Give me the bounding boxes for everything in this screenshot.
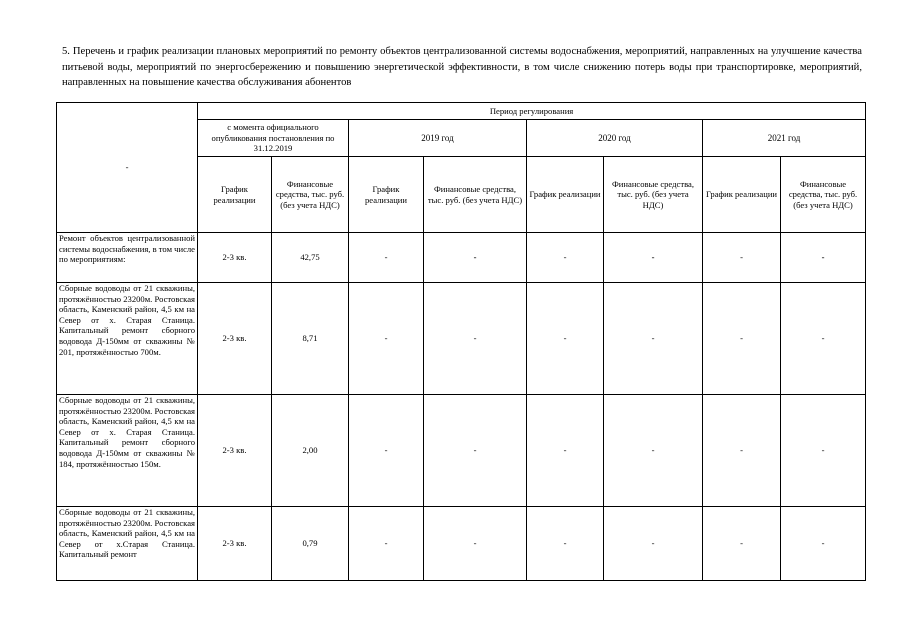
- row-2019-schedule: -: [349, 507, 424, 581]
- col-finance: Финансовые средства, тыс. руб. (без учета НДС): [424, 157, 527, 233]
- year-2021-header: 2021 год: [703, 120, 866, 157]
- table-row: [57, 395, 866, 507]
- row-schedule: 2-3 кв.: [198, 395, 272, 507]
- row-amount: 8,71: [272, 283, 349, 395]
- row-2021-finance: -: [781, 283, 866, 395]
- row-schedule: 2-3 кв.: [198, 283, 272, 395]
- row-2021-schedule: -: [703, 283, 781, 395]
- year-2020-header: 2020 год: [527, 120, 703, 157]
- row-name: Сборные водоводы от 21 скважины, протяжённостью 23200м. Ростовская область, Каменский район, 4,5 км на Север от х. Старая Станица. Капитальный ремонт сборного водовода Д-150мм от скважины № 184, протяжённостью 150м.: [57, 395, 198, 507]
- row-name: Сборные водоводы от 21 скважины, протяжённостью 23200м. Ростовская область, Каменский район, 4,5 км на Север от х. Старая Станица. Капитальный ремонт сборного водовода Д-150мм от скважины № 201, протяжённостью 700м.: [57, 283, 198, 395]
- row-2020-finance: -: [604, 283, 703, 395]
- row-2019-finance: -: [424, 507, 527, 581]
- row-2020-schedule: -: [527, 233, 604, 283]
- row-2019-schedule: -: [349, 283, 424, 395]
- row-2019-schedule: -: [349, 395, 424, 507]
- col-finance: Финансовые средства, тыс. руб. (без учета НДС): [272, 157, 349, 233]
- row-2021-finance: -: [781, 507, 866, 581]
- row-2019-finance: -: [424, 283, 527, 395]
- row-2021-schedule: -: [703, 507, 781, 581]
- since-publication-header: с момента официального опубликования постановления по 31.12.2019: [198, 120, 349, 157]
- row-name: Ремонт объектов централизованной системы водоснабжения, в том числе по мероприятиям:: [57, 233, 198, 283]
- col-schedule: График реализации: [349, 157, 424, 233]
- row-2021-finance: -: [781, 395, 866, 507]
- table-row: [57, 233, 866, 283]
- row-amount: 0,79: [272, 507, 349, 581]
- col-schedule: График реализации: [198, 157, 272, 233]
- col-finance: Финансовые средства, тыс. руб. (без учета НДС): [781, 157, 866, 233]
- row-name-text: Сборные водоводы от 21 скважины, протяжённостью 23200м. Ростовская область, Каменский район, 4,5 км на Север от х.Старая Станица. Капитальный ремонт: [59, 507, 195, 560]
- row-2020-schedule: -: [527, 395, 604, 507]
- schedule-table: [56, 102, 866, 581]
- year-2019-header: 2019 год: [349, 120, 527, 157]
- row-2020-finance: -: [604, 395, 703, 507]
- row-2020-schedule: -: [527, 283, 604, 395]
- row-amount: 42,75: [272, 233, 349, 283]
- row-2020-schedule: -: [527, 507, 604, 581]
- row-2021-schedule: -: [703, 233, 781, 283]
- table-row: [57, 507, 866, 581]
- col-schedule: График реализации: [527, 157, 604, 233]
- header-row-period: [57, 103, 866, 120]
- section-heading: 5. Перечень и график реализации плановых мероприятий по ремонту объектов централизованной системы водоснабжения, мероприятий, направленных на улучшение качества питьевой воды, мероприятий по энергосбережению и повышению энергетической эффективности, в том числе снижению потерь воды при транспортировке, мероприятий, направленных на повышение качества обслуживания абонентов: [62, 46, 862, 88]
- row-schedule: 2-3 кв.: [198, 233, 272, 283]
- row-name: [57, 507, 198, 581]
- row-2020-finance: -: [604, 233, 703, 283]
- row-schedule: 2-3 кв.: [198, 507, 272, 581]
- row-2019-schedule: -: [349, 233, 424, 283]
- row-2019-finance: -: [424, 395, 527, 507]
- corner-cell: -: [57, 103, 198, 233]
- row-2021-schedule: -: [703, 395, 781, 507]
- period-header: Период регулирования: [198, 103, 866, 120]
- table-row: [57, 283, 866, 395]
- row-2019-finance: -: [424, 233, 527, 283]
- col-schedule: График реализации: [703, 157, 781, 233]
- row-amount: 2,00: [272, 395, 349, 507]
- row-2021-finance: -: [781, 233, 866, 283]
- col-finance: Финансовые средства, тыс. руб. (без учета НДС): [604, 157, 703, 233]
- row-2020-finance: -: [604, 507, 703, 581]
